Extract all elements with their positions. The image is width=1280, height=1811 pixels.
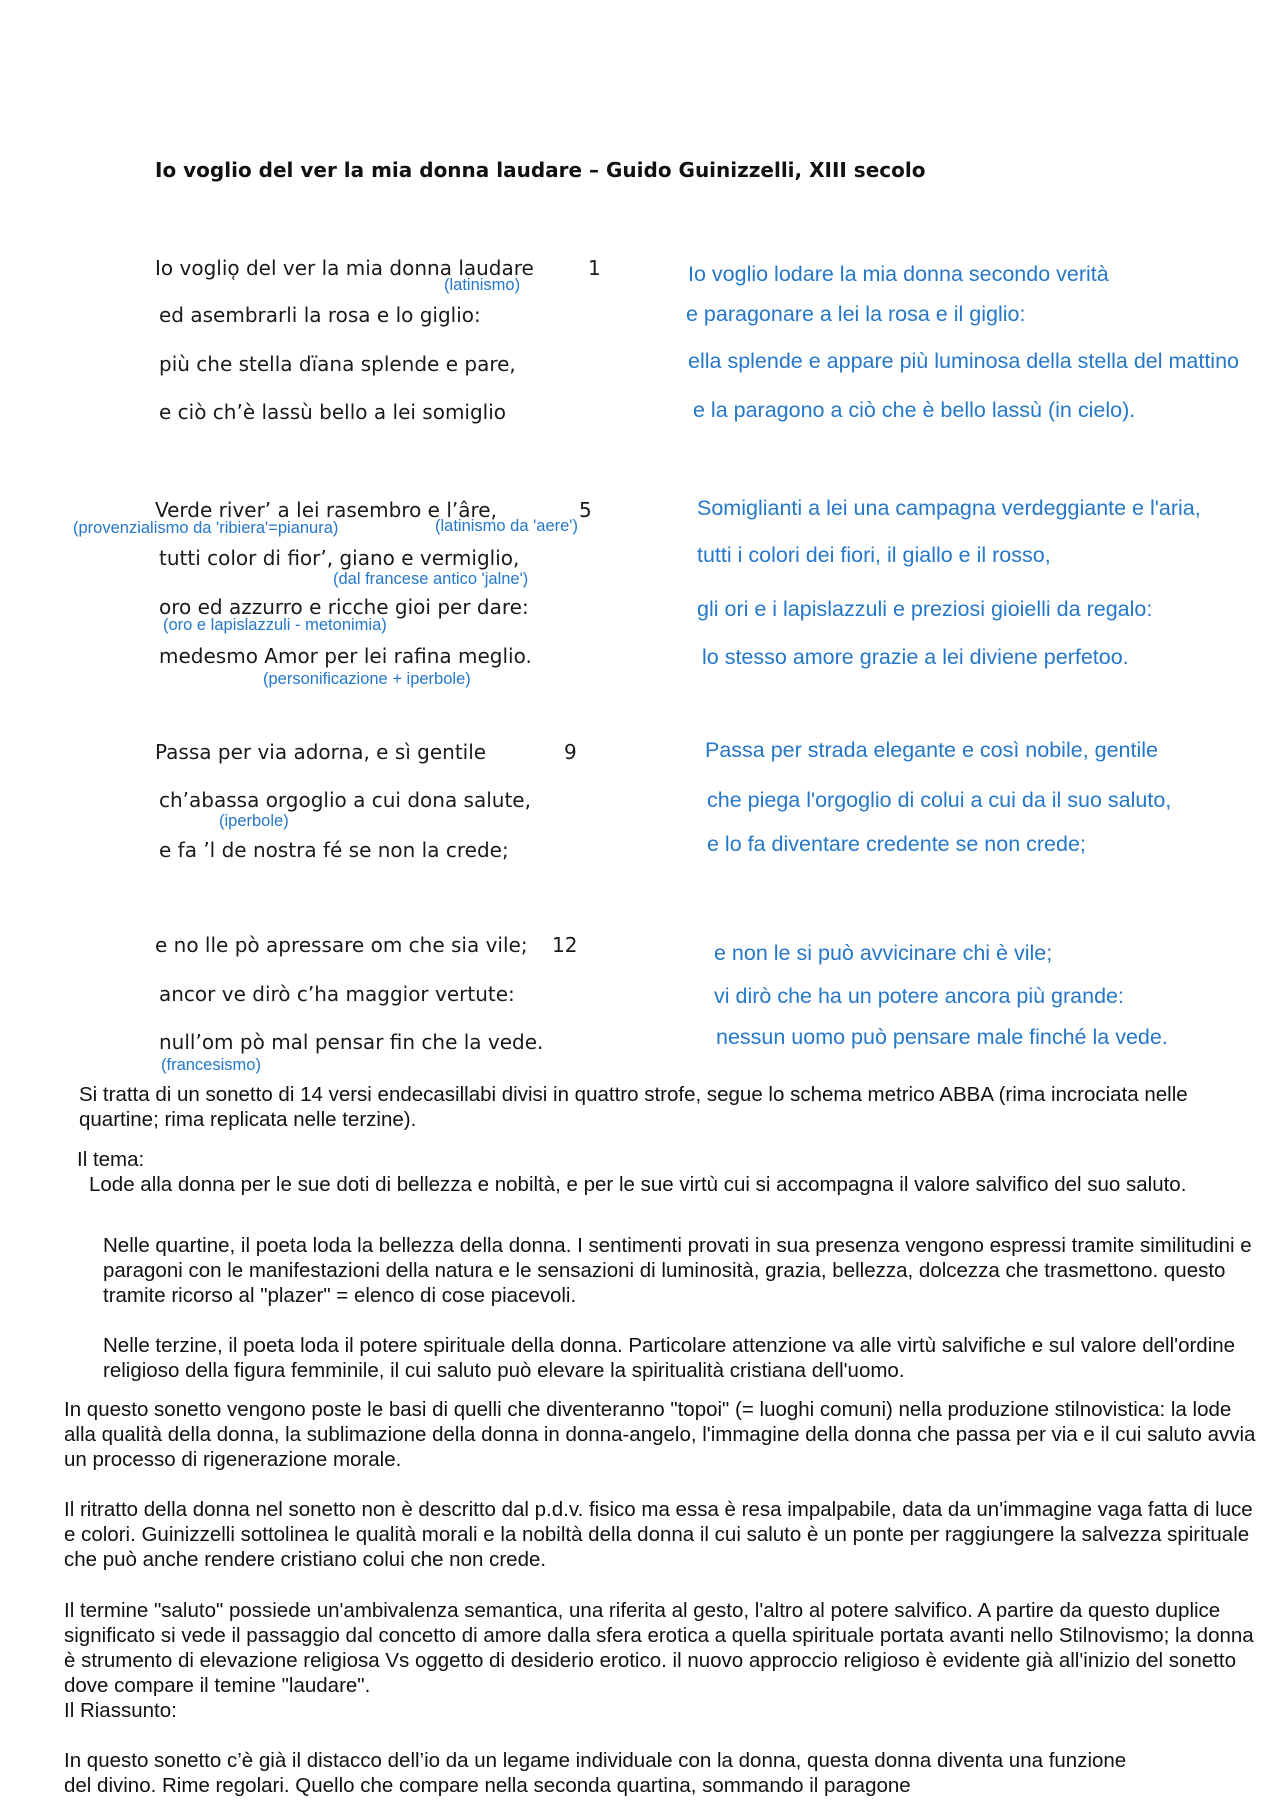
ritratto-paragraph: Il ritratto della donna nel sonetto non è descritto dal p.d.v. fisico ma essa è resa impalpabile, data da un'immagine vaga fatta di luce e colori. Guinizzelli sottolinea le qualità morali e la nobiltà della donna il cui saluto è un ponte per raggiungere la salvezza spirituale che può anche rendere cristiano colui che non crede. xyxy=(64,1498,1253,1571)
verse-14: null’om pò mal pensar fin che la vede. xyxy=(159,1030,544,1054)
verse-4: e ciò ch’è lassù bello a lei somiglio xyxy=(159,400,507,424)
line-number-1: 1 xyxy=(588,256,601,280)
metrics-paragraph: Si tratta di un sonetto di 14 versi endecasillabi divisi in quattro strofe, segue lo schema metrico ABBA (rima incrociata nelle quartine; rima replicata nelle terzine). xyxy=(79,1083,1188,1131)
line-number-5: 5 xyxy=(579,498,592,522)
note-latinismo: (latinismo) xyxy=(444,276,521,294)
translation-2: e paragonare a lei la rosa e il giglio: xyxy=(686,302,1026,326)
translation-1: Io voglio lodare la mia donna secondo verità xyxy=(688,262,1109,286)
riassunto-paragraph: In questo sonetto c’è già il distacco dell’io da un legame individuale con la donna, questa donna diventa una funzione del divino. Rime regolari. Quello che compare nella seconda quartina, sommando il paragone xyxy=(64,1749,1127,1797)
verse-5: Verde river’ a lei rasembro e l’âre, xyxy=(155,498,497,522)
translation-13: vi dirò che ha un potere ancora più grande: xyxy=(714,984,1124,1008)
translation-3: ella splende e appare più luminosa della stella del mattino xyxy=(688,349,1239,373)
verse-9: Passa per via adorna, e sì gentile xyxy=(155,740,487,764)
note-francese: (dal francese antico 'jalne') xyxy=(333,570,529,588)
translation-9: Passa per strada elegante e così nobile, gentile xyxy=(705,738,1158,762)
tema-heading: Il tema: xyxy=(77,1148,145,1171)
verse-3: più che stella dïana splende e pare, xyxy=(159,352,516,376)
verse-7: oro ed azzurro e ricche gioi per dare: xyxy=(159,595,529,619)
translation-14: nessun uomo può pensare male finché la vede. xyxy=(716,1025,1168,1049)
translation-5: Somiglianti a lei una campagna verdeggiante e l'aria, xyxy=(697,496,1201,520)
verse-12: e no lle pò apressare om che sia vile; xyxy=(155,933,528,957)
tema-paragraph: Lode alla donna per le sue doti di bellezza e nobiltà, e per le sue virtù cui si accompagna il valore salvifico del suo saluto. xyxy=(89,1173,1187,1196)
topoi-paragraph: In questo sonetto vengono poste le basi di quelli che diventeranno "topoi" (= luoghi comuni) nella produzione stilnovistica: la lode alla qualità della donna, la sublimazione della donna in donna-angelo, l'immagine della donna che passa per via e il cui saluto avvia un processo di rigenerazione morale. xyxy=(64,1398,1256,1471)
translation-10: che piega l'orgoglio di colui a cui da il suo saluto, xyxy=(707,788,1172,812)
translation-12: e non le si può avvicinare chi è vile; xyxy=(714,941,1053,965)
note-iperbole: (iperbole) xyxy=(219,812,289,830)
verse-6: tutti color di fior’, giano e vermiglio, xyxy=(159,546,520,570)
riassunto-heading: Il Riassunto: xyxy=(64,1699,177,1722)
note-personificazione: (personificazione + iperbole) xyxy=(263,670,471,688)
note-metonimia: (oro e lapislazzuli - metonimia) xyxy=(163,616,387,634)
note-latinismo-aere: (latinismo da 'aere') xyxy=(435,517,578,535)
page-title: Io voglio del ver la mia donna laudare – Guido Guinizzelli, XIII secolo xyxy=(155,158,926,182)
saluto-paragraph: Il termine "saluto" possiede un'ambivalenza semantica, una riferita al gesto, l'altro al potere salvifico. A partire da questo duplice significato si vede il passaggio dal concetto di amore dalla sfera erotica a quella spirituale portata avanti nello Stilnovismo; la donna è strumento di elevazione religiosa Vs oggetto di desiderio erotico. il nuovo approccio religioso è evidente già all'inizio del sonetto dove compare il temine "laudare". xyxy=(64,1599,1254,1697)
verse-1: Io voglio̜ del ver la mia donna laudare xyxy=(155,256,534,280)
quartine-paragraph: Nelle quartine, il poeta loda la bellezza della donna. I sentimenti provati in sua presenza vengono espressi tramite similitudini e paragoni con le manifestazioni della natura e le sensazioni di luminosità, grazia, bellezza, dolcezza che trasmettono. questo tramite ricorso al "plazer" = elenco di cose piacevoli. xyxy=(103,1234,1252,1307)
terzine-paragraph: Nelle terzine, il poeta loda il potere spirituale della donna. Particolare attenzione va alle virtù salvifiche e sul valore dell'ordine religioso della figura femminile, il cui saluto può elevare la spiritualità cristiana dell'uomo. xyxy=(103,1334,1236,1382)
translation-4: e la paragono a ciò che è bello lassù (in cielo). xyxy=(693,398,1136,422)
line-number-9: 9 xyxy=(564,740,577,764)
verse-11: e fa ’l de nostra fé se non la crede; xyxy=(159,838,509,862)
verse-13: ancor ve dirò c’ha maggior vertute: xyxy=(159,982,515,1006)
verse-8: medesmo Amor per lei rafina meglio. xyxy=(159,644,532,668)
translation-7: gli ori e i lapislazzuli e preziosi gioielli da regalo: xyxy=(697,597,1153,621)
note-provenzialismo: (provenzialismo da 'ribiera'=pianura) xyxy=(73,519,339,537)
line-number-12: 12 xyxy=(552,933,578,957)
translation-11: e lo fa diventare credente se non crede; xyxy=(707,832,1086,856)
note-francesismo: (francesismo) xyxy=(161,1056,261,1074)
verse-10: ch’abassa orgoglio a cui dona salute, xyxy=(159,788,531,812)
translation-8: lo stesso amore grazie a lei diviene perfetoo. xyxy=(702,645,1129,669)
verse-2: ed asembrarli la rosa e lo giglio: xyxy=(159,303,481,327)
translation-6: tutti i colori dei fiori, il giallo e il rosso, xyxy=(697,543,1051,567)
